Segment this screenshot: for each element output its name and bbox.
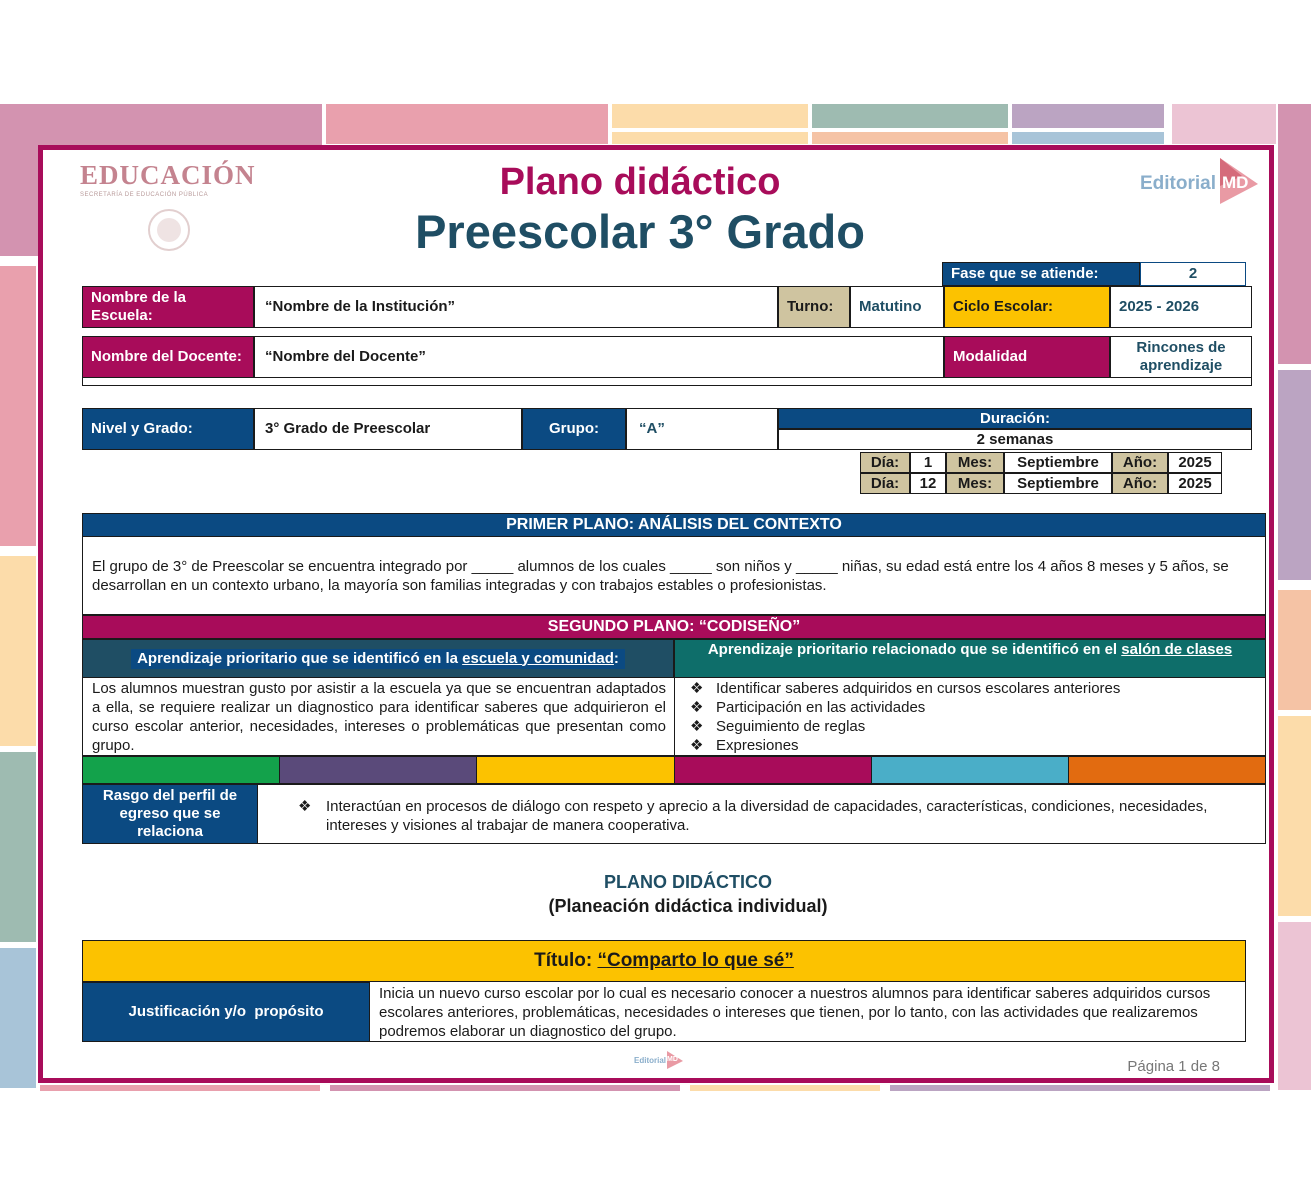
justificacion-text: Inicia un nuevo curso escolar por lo cual es necesario conocer a nuestros alumnos para identificar saberes adquiridos cursos escolares anteriores, problemáticas, necesidades o intereses que tienen, por lo tanto, con las actividades que realizaremos podremos elaborar un diagnostico del grupo. [379,985,1211,1040]
color-swatch [1069,757,1265,783]
grupo-label: Grupo: [522,408,626,450]
seal-icon [144,208,194,252]
editorial-logo [1138,156,1266,206]
perfil-text: Interactúan en procesos de diálogo con respeto y aprecio a la diversidad de capacidades, características, condiciones, necesidades, intereses y visiones al trabajar de manera cooperativa. [326,798,1208,834]
sep-logo-subtext: SECRETARÍA DE EDUCACIÓN PÚBLICA [80,192,209,198]
fase-label: Fase que se atiende: [942,262,1140,286]
segundo-plano-right-header [674,639,1266,678]
fase-value: 2 [1140,262,1246,286]
color-swatch [280,757,477,783]
color-swatch [477,757,674,783]
footer-logo-mark: MD [667,1056,678,1063]
mes-label: Mes: [946,452,1004,473]
bullet-icon: ❖ [690,737,704,754]
anio-label: Año: [1112,473,1168,494]
page-title: Plano didáctico [499,161,781,203]
perfil-label: Rasgo del perfil de egreso que se relaciona [82,784,258,844]
left-header-pre: Aprendizaje prioritario que se identificó en la [137,649,463,667]
left-header-underlined: escuela y comunidad [462,649,614,667]
page-subtitle: Preescolar 3° Grado [415,205,865,258]
segundo-plano-title: SEGUNDO PLANO: “CODISEÑO” [82,615,1266,639]
teacher-name-value: “Nombre del Docente” [254,336,944,378]
color-swatch [675,757,872,783]
plano-didactico-subtitle: (Planeación didáctica individual) [548,896,828,916]
bullet-icon: ❖ [690,718,704,735]
mes-value: Septiembre [1004,473,1112,494]
ciclo-label: Ciclo Escolar: [944,286,1110,328]
justificacion-label: Justificación y/o propósito [82,982,370,1042]
right-header-pre: Aprendizaje prioritario relacionado que se identificó en el [707,641,1122,658]
mes-value: Septiembre [1004,452,1112,473]
school-name-label: Nombre de la Escuela: [82,286,254,328]
list-item: ❖ Participación en las actividades [690,699,926,716]
teacher-name-label: Nombre del Docente: [82,336,254,378]
modalidad-value: Rincones de aprendizaje [1110,336,1252,378]
segundo-plano-left-text: Los alumnos muestran gusto por asistir a la escuela ya que se encuentran adaptados a ella, se requiere realizar un diagnostico para identificar saberes que adquirieron el curso escolar anterior, necesidades, intereses o problemáticas que presentan como grupo. [92,680,666,754]
turno-value: Matutino [850,286,944,328]
anio-value: 2025 [1168,473,1222,494]
bullet-icon: ❖ [690,699,704,716]
plano-didactico-title: PLANO DIDÁCTICO [604,872,772,892]
dia-value: 12 [910,473,946,494]
dia-label: Día: [860,452,910,473]
anio-label: Año: [1112,452,1168,473]
primer-plano-text: El grupo de 3° de Preescolar se encuentra integrado por _____ alumnos de los cuales _____ son niños y _____ niñas, su edad está entre los 4 años 8 meses y 5 años, se desarrollan en un contexto urbano, la mayoría son familias integradas y con trabajos estables o profesionistas. [92,558,1229,594]
sep-logo-text: EDUCACIÓN [80,160,256,190]
titulo-label: Título: [534,949,598,971]
sep-logo [80,160,260,255]
perfil-item [298,797,1238,835]
nivel-value: 3° Grado de Preescolar [254,408,522,450]
titulo-bar [82,940,1246,982]
left-header-post: : [613,649,619,667]
editorial-logo-text: Editorial [1140,173,1217,194]
page-number: Página 1 de 8 [1127,1058,1220,1075]
mes-label: Mes: [946,473,1004,494]
duracion-label: Duración: [778,408,1252,429]
school-name-value: “Nombre de la Institución” [254,286,778,328]
bullet-icon: ❖ [690,680,704,697]
segundo-plano-right-list [690,679,1260,755]
bullet-icon: ❖ [298,798,312,815]
titulo-value: “Comparto lo que sé” [597,949,794,971]
right-header-underlined: salón de clases [1121,641,1233,658]
segundo-plano-left-header [82,639,674,678]
color-swatch [83,757,280,783]
primer-plano-title: PRIMER PLANO: ANÁLISIS DEL CONTEXTO [82,513,1266,537]
footer-logo [634,1050,684,1072]
nivel-label: Nivel y Grado: [82,408,254,450]
footer-logo-text: Editorial [634,1056,667,1065]
duracion-value: 2 semanas [778,429,1252,450]
color-strip [82,756,1266,784]
list-item: ❖ Expresiones [690,737,799,754]
dia-value: 1 [910,452,946,473]
grupo-value: “A” [626,408,778,450]
editorial-logo-mark: MD [1222,173,1249,192]
dia-label: Día: [860,473,910,494]
list-item: ❖ Identificar saberes adquiridos en cursos escolares anteriores [690,680,1121,697]
turno-label: Turno: [778,286,850,328]
list-item: ❖ Seguimiento de reglas [690,718,866,735]
color-swatch [872,757,1069,783]
ciclo-value: 2025 - 2026 [1110,286,1252,328]
anio-value: 2025 [1168,452,1222,473]
modalidad-label: Modalidad [944,336,1110,378]
